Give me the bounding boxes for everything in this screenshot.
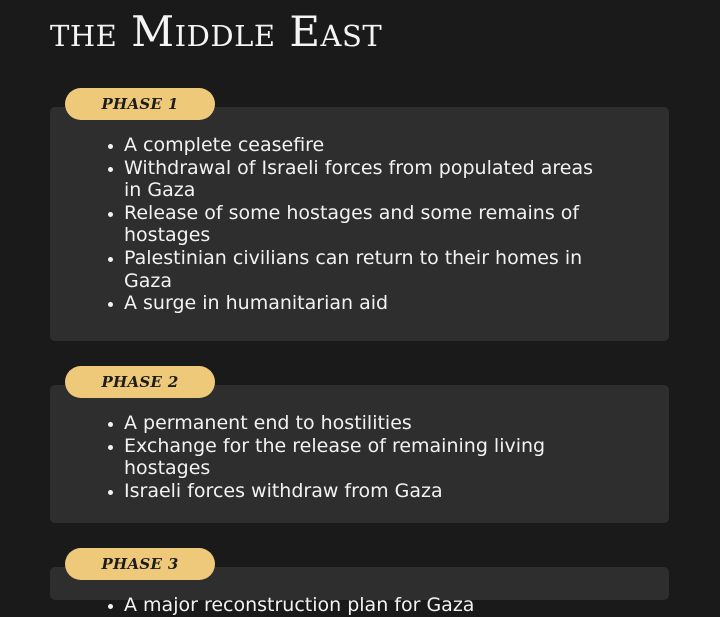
- list-item: A major reconstruction plan for Gaza: [124, 594, 594, 617]
- phase-panel: [50, 107, 669, 341]
- list-item: Exchange for the release of remaining living hostages: [124, 435, 594, 480]
- phase-list: [50, 412, 594, 502]
- page-title: the Middle East: [50, 7, 383, 56]
- phase-list: [50, 134, 594, 315]
- phase-label: PHASE 1: [101, 95, 179, 113]
- phase-badge: [65, 366, 215, 398]
- list-item: A permanent end to hostilities: [124, 412, 594, 435]
- phase-label: PHASE 2: [101, 373, 179, 391]
- list-item: A complete ceasefire: [124, 134, 594, 157]
- phase-label: PHASE 3: [101, 555, 179, 573]
- list-item: Israeli forces withdraw from Gaza: [124, 480, 594, 503]
- phase-list: [50, 594, 594, 617]
- list-item: Withdrawal of Israeli forces from populated areas in Gaza: [124, 156, 594, 202]
- list-item: A surge in humanitarian aid: [124, 292, 594, 315]
- phase-badge: [65, 548, 215, 580]
- phase-panel: [50, 385, 669, 523]
- list-item: Palestinian civilians can return to their homes in Gaza: [124, 247, 594, 292]
- list-item: Release of some hostages and some remains of hostages: [124, 202, 594, 247]
- phase-badge: [65, 88, 215, 120]
